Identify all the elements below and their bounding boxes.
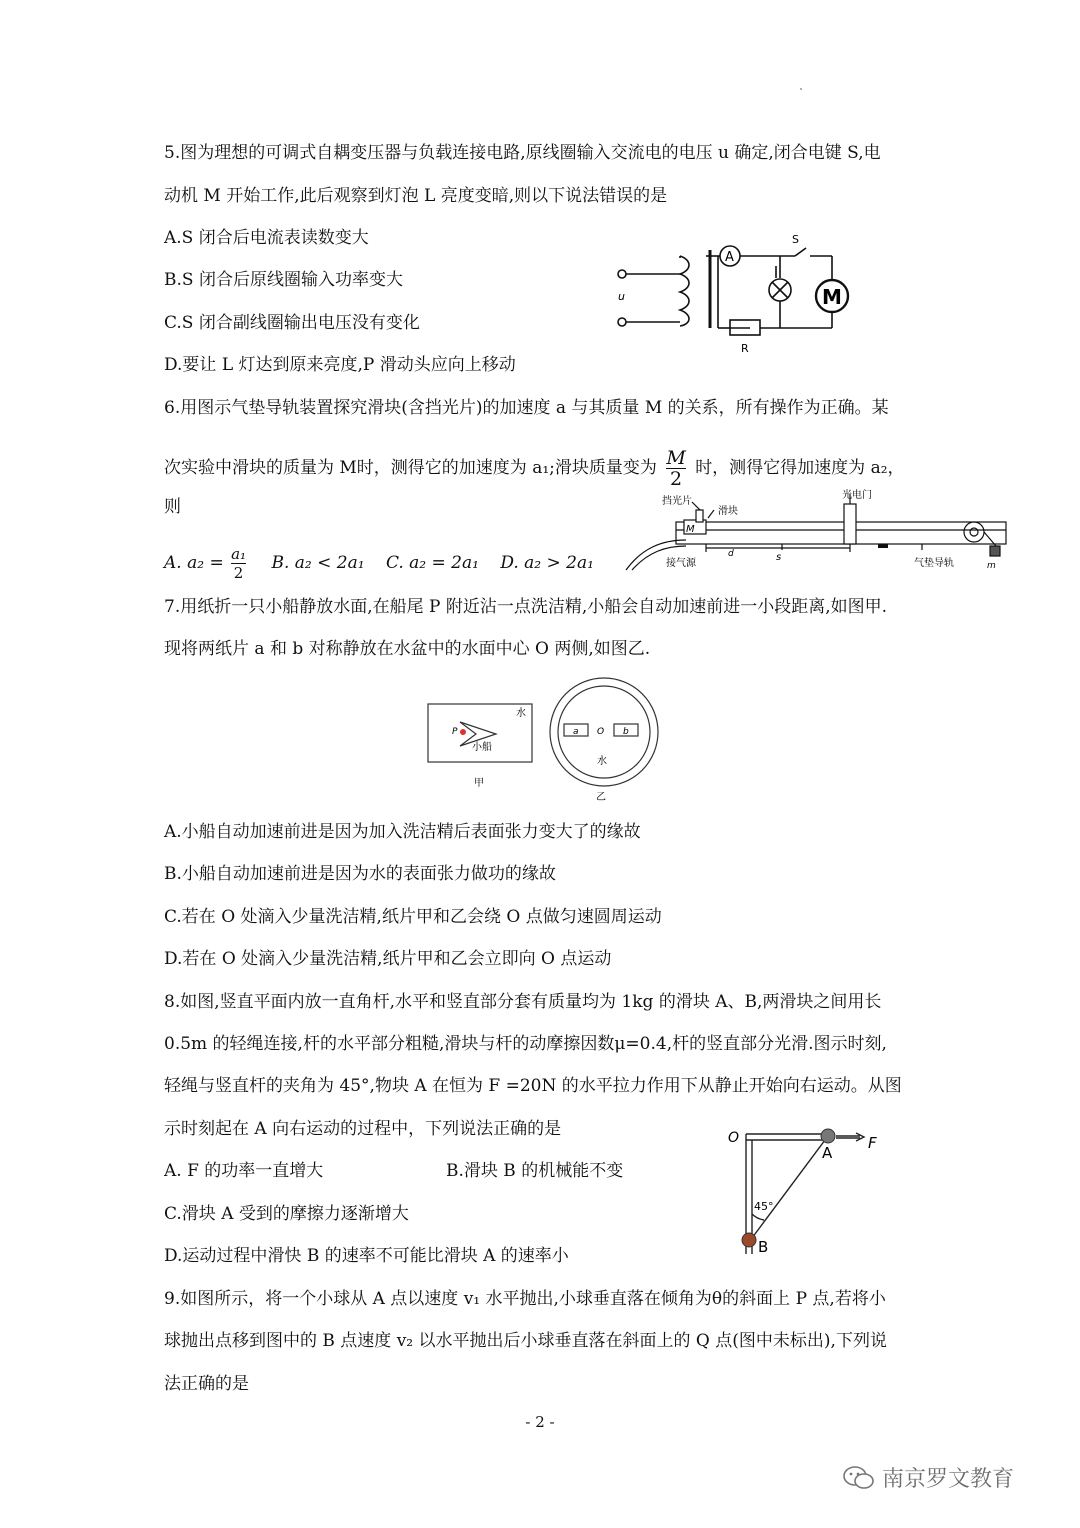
q7-boat-diagram (420, 674, 670, 804)
q5-circuit-diagram (610, 228, 870, 358)
wechat-icon (842, 1464, 876, 1492)
q7-label-b: b (623, 727, 629, 737)
q7-label-o: O (597, 727, 605, 737)
q6-option-d: D. a₂ > 2a₁ (500, 553, 594, 573)
q6-label-m-small: m (987, 561, 996, 571)
q8-right-angle-rod-diagram (722, 1124, 892, 1264)
q6-stem-line2-a: 次实验中滑块的质量为 M时，测得它的加速度为 a₁;滑块质量变为 (164, 458, 657, 478)
q7-stem-line1: 7.用纸折一只小船静放水面,在船尾 P 附近沾一点洗洁精,小船会自动加速前进一小段距离,如图甲. (164, 597, 888, 617)
q5-option-d: D.要让 L 灯达到原来亮度,P 滑动头应向上移动 (164, 355, 516, 375)
q7-label-a: a (573, 727, 579, 737)
q7-option-b: B.小船自动加速前进是因为水的表面张力做功的缘故 (164, 864, 556, 884)
q7-option-a: A.小船自动加速前进是因为加入洗洁精后表面张力变大了的缘故 (164, 822, 641, 842)
q5-ammeter-label: A (725, 250, 734, 265)
q7-stem-line2: 现将两纸片 a 和 b 对称静放在水盆中的水面中心 O 两侧,如图乙. (164, 639, 651, 659)
q5-motor-label: M (822, 285, 842, 309)
q8-stem-line1: 8.如图,竖直平面内放一直角杆,水平和竖直部分套有质量均为 1kg 的滑块 A、B,两滑块之间用长 (164, 992, 882, 1012)
q8-stem-line4: 示时刻起在 A 向右运动的过程中，下列说法正确的是 (164, 1119, 562, 1139)
q5-option-a: A.S 闭合后电流表读数变大 (164, 228, 369, 248)
q7-option-c: C.若在 O 处滴入少量洗洁精,纸片甲和乙会绕 O 点做匀速圆周运动 (164, 907, 662, 927)
q6-label-s: s (776, 552, 782, 563)
q7-label-boat: 小船 (472, 742, 492, 753)
q6-air-track-diagram (622, 488, 1012, 578)
q6-label-air-source: 接气源 (666, 558, 696, 569)
q5-option-c: C.S 闭合副线圈输出电压没有变化 (164, 313, 420, 333)
q5-label-u: u (618, 290, 625, 303)
q6-option-b: B. a₂ < 2a₁ (271, 553, 365, 573)
q5-resistor-label: R (741, 342, 749, 355)
watermark-text: 南京罗文教育 (882, 1467, 1015, 1492)
q8-option-b: B.滑块 B 的机械能不变 (446, 1161, 624, 1181)
q8-stem-line3: 轻绳与竖直杆的夹角为 45°,物块 A 在恒为 F =20N 的水平拉力作用下从静止开始向右运动。从图 (164, 1076, 902, 1096)
q6-option-a-lhs: A. a₂ = (164, 553, 224, 573)
q5-stem-line2: 动机 M 开始工作,此后观察到灯泡 L 亮度变暗,则以下说法错误的是 (164, 186, 668, 206)
watermark (842, 1462, 1014, 1493)
q9-stem-line2: 球抛出点移到图中的 B 点速度 v₂ 以水平抛出后小球垂直落在斜面上的 Q 点(图中未标出),下列说 (164, 1331, 887, 1351)
q7-option-d: D.若在 O 处滴入少量洗洁精,纸片甲和乙会立即向 O 点运动 (164, 949, 612, 969)
speck (800, 88, 802, 90)
q7-label-p: P (452, 727, 458, 737)
q6-stem-line3: 则 (164, 497, 181, 517)
q6-stem-line1: 6.用图示气垫导轨装置探究滑块(含挡光片)的加速度 a 与其质量 M 的关系，所有操作为正确。某 (164, 398, 889, 418)
q7-label-water: 水 (516, 708, 526, 719)
q8-label-b: B (758, 1238, 769, 1256)
q6-option-a-fraction (231, 545, 246, 582)
q8-label-a: A (822, 1144, 833, 1162)
q8-label-f: F (868, 1134, 877, 1152)
q8-option-d: D.运动过程中滑快 B 的速率不可能比滑块 A 的速率小 (164, 1246, 569, 1266)
q5-option-b: B.S 闭合后原线圈输入功率变大 (164, 270, 403, 290)
q6-label-d: d (728, 549, 734, 559)
q7-label-water2: 水 (597, 756, 607, 767)
q6-fraction-m-half (666, 448, 685, 489)
q9-stem-line1: 9.如图所示，将一个小球从 A 点以速度 v₁ 水平抛出,小球垂直落在倾角为θ的斜面上 P 点,若将小 (164, 1289, 886, 1309)
q6-label-gate: 光电门 (842, 490, 872, 501)
q6-stem-line2 (164, 448, 905, 489)
q6-option-a-num: a₁ (231, 545, 247, 563)
q8-option-c: C.滑块 A 受到的摩擦力逐渐增大 (164, 1204, 409, 1224)
q6-stem-line2-b: 时，测得它得加速度为 a₂， (695, 458, 905, 478)
q9-stem-line3: 法正确的是 (164, 1374, 249, 1394)
q6-option-c: C. a₂ = 2a₁ (385, 553, 479, 573)
q6-options (164, 545, 594, 582)
q7-label-jia: 甲 (474, 778, 484, 789)
q8-label-o: O (728, 1130, 740, 1146)
q5-stem-line1: 5.图为理想的可调式自耦变压器与负载连接电路,原线圈输入交流电的电压 u 确定,闭合电键 S,电 (164, 143, 881, 163)
q6-label-shade: 挡光片 (662, 496, 692, 507)
q6-frac-denominator: 2 (670, 468, 683, 490)
page-number: - 2 - (525, 1413, 555, 1431)
q8-stem-line2: 0.5m 的轻绳连接,杆的水平部分粗糙,滑块与杆的动摩擦因数μ=0.4,杆的竖直部分光滑.图示时刻, (164, 1034, 887, 1054)
q6-label-slider: 滑块 (718, 506, 738, 517)
q6-option-a-den: 2 (233, 564, 244, 582)
q7-label-yi: 乙 (596, 792, 606, 803)
q8-label-angle: 45° (754, 1200, 774, 1213)
q5-switch-label: S (792, 233, 799, 246)
q6-label-rail: 气垫导轨 (914, 558, 954, 569)
q6-frac-numerator: M (666, 447, 686, 469)
q8-option-a: A. F 的功率一直增大 (164, 1161, 324, 1181)
q6-label-m: M (686, 524, 695, 535)
